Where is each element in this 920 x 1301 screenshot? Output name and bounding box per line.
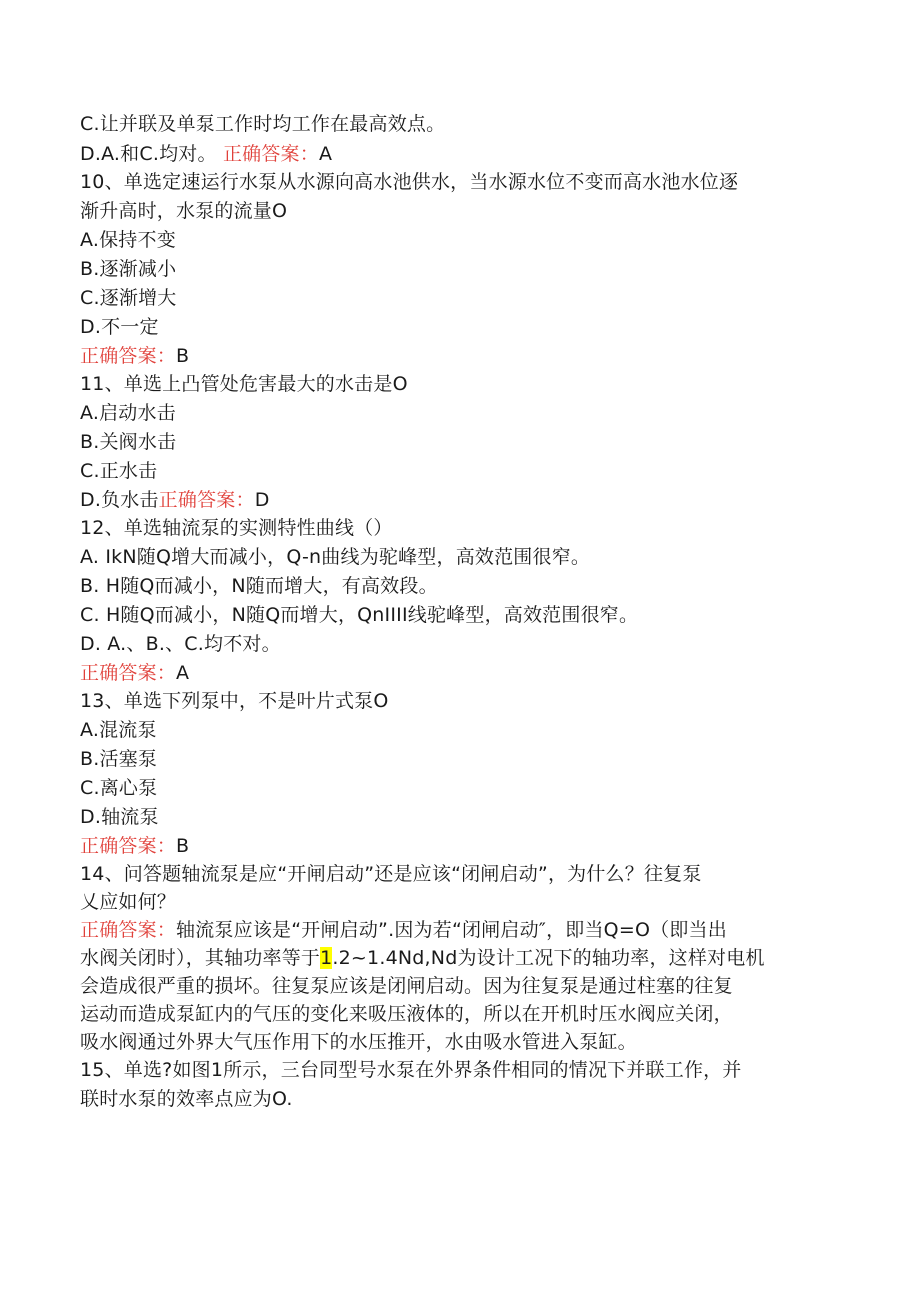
question-15-line2: 联时水泵的效率点应为O. (80, 1088, 293, 1110)
question-14-line1: 14、问答题轴流泵是应“开闸启动”还是应该“闭闸启动”，为什么？往复泵 (80, 863, 702, 885)
question-13-option-d: D.轴流泵 (80, 806, 159, 828)
question-14-answer-line2: 水阀关闭时），其轴功率等于1.2~1.4Nd,Nd为设计工况下的轴功率，这样对电机 (80, 947, 765, 969)
question-11-option-a: A.启动水击 (80, 402, 176, 424)
answer-label: 正确答案： (158, 489, 255, 511)
question-13: 13、单选下列泵中，不是叶片式泵O (80, 690, 389, 712)
question-13-answer (80, 832, 840, 860)
question-14-answer-line1: 正确答案：轴流泵应该是“开闸启动”.因为若“闭闸启动″，即当Q=O（即当出 (80, 919, 727, 941)
question-12: 12、单选轴流泵的实测特性曲线（） (80, 517, 393, 539)
question-10-option-a: A.保持不变 (80, 229, 176, 251)
question-12-option-a: A. IkN随Q增大而减小，Q-n曲线为驼峰型，高效范围很窄。 (80, 546, 591, 568)
question-13-option-b: B.活塞泵 (80, 748, 158, 770)
answer-value: A (176, 662, 190, 684)
question-14-answer-line3: 会造成很严重的损坏。往复泵应该是闭闸启动。因为往复泵是通过柱塞的往复 (80, 975, 733, 997)
question-11: 11、单选上凸管处危害最大的水击是O (80, 373, 408, 395)
question-11-option-d-answer: D.负水击正确答案：D (80, 489, 270, 511)
question-13-option-c: C.离心泵 (80, 777, 158, 799)
highlighted-text: 1 (320, 947, 333, 969)
answer-label: 正确答案： (80, 345, 177, 367)
option-c-line: C.让并联及单泵工作时均工作在最高效点。 (80, 113, 446, 135)
question-11-option-b: B.关阀水击 (80, 431, 177, 453)
question-10-option-d: D.不一定 (80, 316, 159, 338)
question-12-option-d: D. A.、B.、C.均不对。 (80, 633, 281, 655)
question-13-option-a: A.混流泵 (80, 719, 157, 741)
question-12-option-b: B. H随Q而减小，N随而增大，有高效段。 (80, 575, 438, 597)
question-14-answer-line5: 吸水阀通过外界大气压作用下的水压推开，水由吸水管进入泵缸。 (80, 1031, 637, 1053)
question-10-answer (80, 342, 840, 370)
question-14-answer-line4: 运动而造成泵缸内的气压的变化来吸压液体的，所以在开机时压水阀应关闭， (80, 1003, 733, 1025)
question-12-option-c: C. H随Q而减小，N随Q而增大，QnIIII线驼峰型，高效范围很窄。 (80, 604, 639, 626)
question-10-option-c: C.逐渐增大 (80, 287, 177, 309)
question-12-answer (80, 659, 840, 687)
answer-value: B (176, 835, 190, 857)
answer-label: 正确答案： (222, 143, 319, 165)
answer-label: 正确答案： (80, 835, 177, 857)
option-d-answer-line: D.A.和C.均对。 正确答案：A (80, 143, 333, 165)
question-14-line2: 乂应如何？ (80, 891, 177, 913)
question-10-line2: 渐升高时，水泵的流量O (80, 200, 288, 222)
answer-value: A (318, 143, 333, 165)
question-11-option-c: C.正水击 (80, 460, 158, 482)
answer-value: D (254, 489, 270, 511)
answer-value: B (176, 345, 190, 367)
question-15-line1: 15、单选?如图1所示，三台同型号水泵在外界条件相同的情况下并联工作，并 (80, 1059, 742, 1081)
answer-label: 正确答案： (80, 919, 177, 941)
question-10-option-b: B.逐渐减小 (80, 258, 177, 280)
answer-label: 正确答案： (80, 662, 177, 684)
question-10-line1: 10、单选定速运行水泵从水源向高水池供水，当水源水位不变而高水池水位逐 (80, 171, 739, 193)
